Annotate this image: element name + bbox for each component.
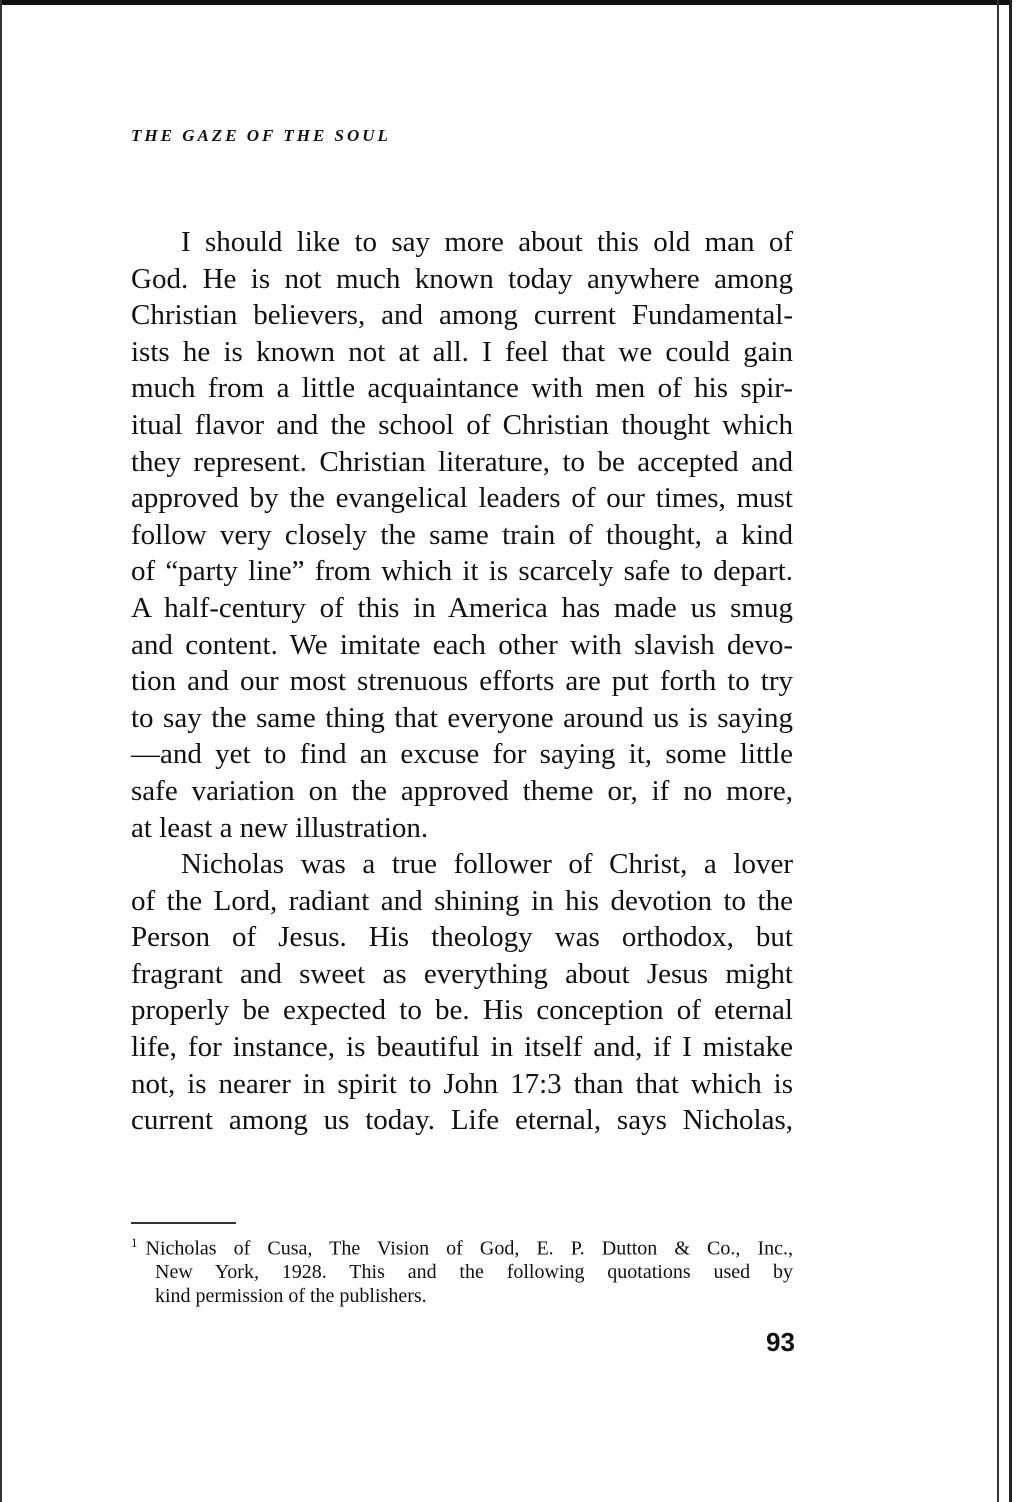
- text-line: and content. We imitate each other with slavish devo-: [131, 628, 793, 661]
- footnote: [131, 1231, 793, 1308]
- paragraph: [131, 224, 793, 846]
- footnote-line: New York, 1928. This and the following quotations used by: [155, 1261, 793, 1284]
- text-line: —and yet to find an excuse for saying it, some little: [131, 738, 793, 771]
- text-line: tion and our most strenuous efforts are put forth to try: [131, 665, 793, 698]
- text-line: approved by the evangelical leaders of our times, must: [131, 482, 793, 515]
- text-line: follow very closely the same train of thought, a kind: [131, 518, 793, 551]
- footnote-line: [131, 1231, 793, 1261]
- text-line: I should like to say more about this old man of: [181, 226, 793, 258]
- text-line: to say the same thing that everyone around us is saying: [131, 701, 793, 734]
- text-line: fragrant and sweet as everything about Jesus might: [131, 957, 793, 990]
- text-line: at least a new illustration.: [131, 811, 429, 844]
- running-header: THE GAZE OF THE SOUL: [131, 126, 391, 145]
- paragraph: [131, 846, 793, 1139]
- text-line: itual flavor and the school of Christian thought which: [131, 408, 793, 441]
- text-line: of “party line” from which it is scarcely safe to depart.: [131, 555, 793, 588]
- scan-border-right: [997, 0, 1027, 1502]
- text-line: not, is nearer in spirit to John 17:3 than that which is: [131, 1067, 793, 1100]
- body-text: [131, 224, 793, 1139]
- text-line: of the Lord, radiant and shining in his devotion to the: [131, 884, 793, 917]
- text-line: ists he is known not at all. I feel that we could gain: [131, 335, 793, 368]
- text-line: current among us today. Life eternal, says Nicholas,: [131, 1104, 793, 1137]
- footnote-line: kind permission of the publishers.: [155, 1284, 427, 1307]
- text-line: they represent. Christian literature, to be accepted and: [131, 445, 793, 478]
- page-number: 93: [766, 1327, 795, 1357]
- footnote-text: Nicholas of Cusa, The Vision of God, E. P. Dutton & Co., Inc.,: [145, 1237, 793, 1260]
- text-line: much from a little acquaintance with men of his spir-: [131, 372, 793, 405]
- scan-border-top: [0, 0, 1010, 5]
- text-line: God. He is not much known today anywhere among: [131, 262, 793, 295]
- text-line: Person of Jesus. His theology was orthodox, but: [131, 921, 793, 954]
- text-line: properly be expected to be. His conception of eternal: [131, 994, 793, 1027]
- text-line: safe variation on the approved theme or, if no more,: [131, 774, 793, 807]
- text-line: Christian believers, and among current Fundamental-: [131, 299, 793, 332]
- text-line: life, for instance, is beautiful in itself and, if I mistake: [131, 1031, 793, 1064]
- text-line: Nicholas was a true follower of Christ, a lover: [181, 848, 793, 881]
- text-line: A half-century of this in America has made us smug: [131, 591, 793, 624]
- scan-border-left: [0, 0, 2, 1502]
- footnote-rule: [131, 1222, 236, 1224]
- footnote-marker: 1: [131, 1235, 138, 1250]
